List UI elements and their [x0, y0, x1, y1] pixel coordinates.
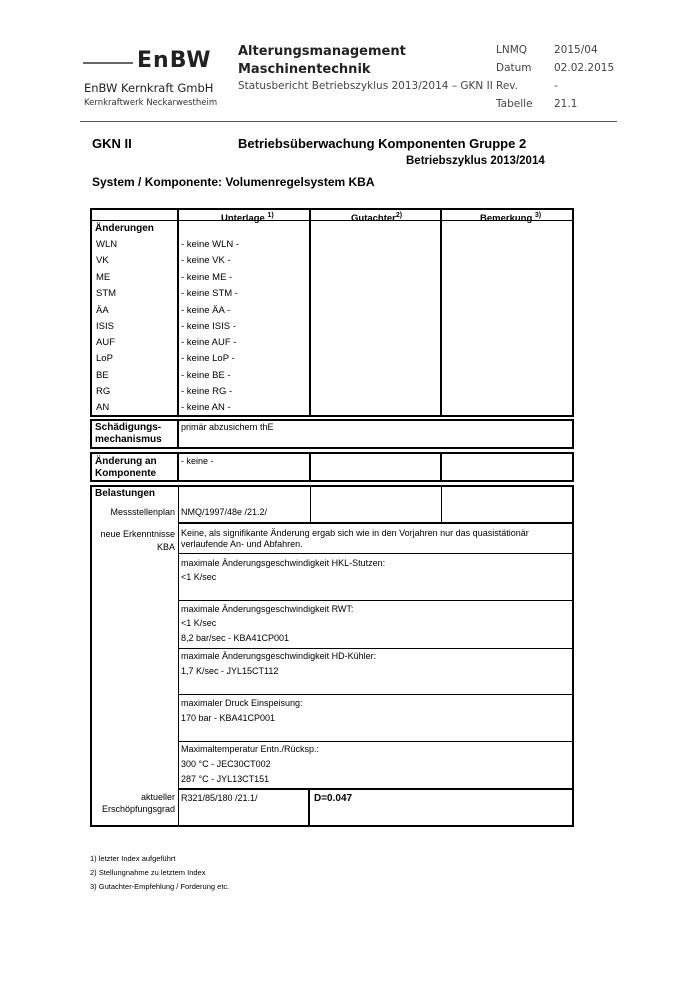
- belastungen-divider: [178, 486, 179, 826]
- aenderung-label: LoP: [96, 353, 113, 364]
- erkenntnisse-label-2: KBA: [156, 542, 175, 552]
- header-rule: [80, 121, 617, 122]
- schaedigung-label-1: Schädigungs-: [95, 422, 162, 433]
- block-hkl-line-1: maximale Änderungsgeschwindigkeit HKL-Stutzen:: [181, 558, 386, 568]
- rule-3: [178, 648, 574, 649]
- block-hd-line-2: 1,7 K/sec - JYL15CT112: [181, 666, 279, 676]
- footnote-2: 2) Stellungnahme zu letztem Index: [90, 868, 206, 877]
- messstellenplan-value: NMQ/1997/48e /21.2/: [181, 507, 268, 517]
- meta-label-datum: Datum: [496, 62, 532, 74]
- schaedigung-label-2: mechanismus: [95, 434, 162, 445]
- messstellenplan-label: Messstellenplan: [110, 507, 175, 517]
- aenderung-value: - keine ÄA -: [181, 305, 231, 316]
- aend-komp-label-1: Änderung an: [95, 456, 157, 467]
- col-unterlage-sup: 1): [267, 212, 274, 219]
- system-title: System / Komponente: Volumenregelsystem KBA: [92, 175, 375, 189]
- meta-value-tabelle: 21.1: [554, 98, 578, 110]
- col-unterlage-label: Unterlage: [221, 213, 265, 225]
- plant-name: Kernkraftwerk Neckarwestheim: [84, 98, 218, 108]
- aenderung-label: VK: [96, 255, 109, 266]
- unit-name: GKN II: [92, 136, 132, 151]
- erschoepfung-label-2: Erschöpfungsgrad: [101, 804, 175, 814]
- mess-divider-1: [310, 486, 311, 523]
- aenderung-label: ME: [96, 272, 111, 283]
- meta-label-lnmq: LNMQ: [496, 44, 528, 56]
- rule-1: [178, 553, 574, 554]
- meta-label-rev: Rev.: [496, 80, 519, 92]
- block-temp-line-3: 287 °C - JYL13CT151: [181, 774, 270, 784]
- rule-4: [178, 694, 574, 695]
- aenderung-label: AN: [96, 402, 110, 413]
- block-hkl-line-2: <1 K/sec: [181, 572, 217, 582]
- block-rwt-line-3: 8,2 bar/sec - KBA41CP001: [181, 633, 290, 643]
- col-gutachter-label: Gutachter: [351, 213, 396, 225]
- header-subtitle: Statusbericht Betriebszyklus 2013/2014 – GKN II: [238, 80, 493, 92]
- col-gutachter-sup: 2): [395, 212, 403, 219]
- erschoepfung-value: D=0.047: [314, 793, 353, 804]
- header-title-2: Maschinentechnik: [238, 62, 371, 77]
- block-hd-line-1: maximale Änderungsgeschwindigkeit HD-Kühler:: [181, 651, 377, 661]
- rule-5: [178, 741, 574, 742]
- aenderungen-title: Änderungen: [95, 223, 154, 234]
- aenderungen-gutachter-cell: [310, 220, 441, 417]
- aend-komp-gutachter-cell: [310, 452, 441, 482]
- meta-value-lnmq: 2015/04: [554, 44, 598, 56]
- erkenntnisse-value-1: Keine, als signifikante Änderung ergab sich wie in den Vorjahren nur das quasistätionär: [181, 528, 529, 538]
- aenderung-value: - keine STM -: [181, 288, 239, 299]
- cycle-title: Betriebszyklus 2013/2014: [406, 155, 545, 167]
- col-bemerkung-sup: 3): [534, 212, 542, 219]
- aenderung-label: RG: [96, 386, 111, 397]
- aenderung-label: WLN: [96, 239, 118, 250]
- block-druck-line-1: maximaler Druck Einspeisung:: [181, 698, 303, 708]
- aend-komp-label-2: Komponente: [95, 468, 157, 479]
- aenderung-label: ISIS: [96, 321, 114, 332]
- aenderung-value: - keine WLN -: [181, 239, 240, 250]
- aend-komp-value: - keine -: [181, 456, 214, 466]
- block-druck-line-2: 170 bar - KBA41CP001: [181, 713, 276, 723]
- footnote-1: 1) letzter Index aufgeführt: [90, 854, 176, 863]
- erschoepfung-label-1: aktueller: [140, 792, 175, 802]
- company-logo: EnBW: [137, 48, 212, 73]
- belastungen-title: Belastungen: [95, 488, 156, 499]
- aenderung-value: - keine RG -: [181, 386, 233, 397]
- meta-value-datum: 02.02.2015: [554, 62, 615, 74]
- aenderung-value: - keine ME -: [181, 272, 233, 283]
- aenderung-value: - keine AUF -: [181, 337, 237, 348]
- erschoepfung-ref: R321/85/180 /21.1/: [181, 793, 258, 803]
- footnote-3: 3) Gutachter-Empfehlung / Forderung etc.: [90, 882, 230, 891]
- aenderung-value: - keine AN -: [181, 402, 231, 413]
- meta-label-tabelle: Tabelle: [496, 98, 533, 110]
- aend-komp-bemerkung-cell: [441, 452, 574, 482]
- aenderung-value: - keine ISIS -: [181, 321, 236, 332]
- aenderung-value: - keine LoP -: [181, 353, 235, 364]
- col-bemerkung-label: Bemerkung: [480, 213, 533, 225]
- erkenntnisse-label-1: neue Erkenntnisse: [100, 529, 175, 539]
- erschoepfung-divider: [308, 789, 310, 826]
- aenderung-label: BE: [96, 370, 109, 381]
- aenderungen-bemerkung-cell: [441, 220, 574, 417]
- block-rwt-line-1: maximale Änderungsgeschwindigkeit RWT:: [181, 604, 354, 614]
- mess-divider-2: [441, 486, 442, 523]
- meta-value-rev: -: [554, 80, 558, 92]
- aenderung-value: - keine BE -: [181, 370, 231, 381]
- aenderung-label: ÄA: [96, 305, 109, 316]
- block-temp-line-1: Maximaltemperatur Entn./Rücksp.:: [181, 744, 320, 754]
- company-name: EnBW Kernkraft GmbH: [84, 81, 214, 95]
- aenderung-value: - keine VK -: [181, 255, 231, 266]
- block-temp-line-2: 300 °C - JEC30CT002: [181, 759, 271, 769]
- schaedigung-value: primär abzusichern thE: [181, 422, 274, 432]
- mess-rule: [178, 522, 574, 524]
- aenderung-label: STM: [96, 288, 117, 299]
- logo-line: [83, 62, 133, 64]
- header-title-1: Alterungsmanagement: [238, 44, 406, 59]
- rule-6: [178, 788, 574, 790]
- aenderung-label: AUF: [96, 337, 115, 348]
- main-title: Betriebsüberwachung Komponenten Gruppe 2: [238, 136, 527, 151]
- block-rwt-line-2: <1 K/sec: [181, 618, 217, 628]
- rule-2: [178, 600, 574, 601]
- erkenntnisse-value-2: verlaufende An- und Abfahren.: [181, 539, 303, 549]
